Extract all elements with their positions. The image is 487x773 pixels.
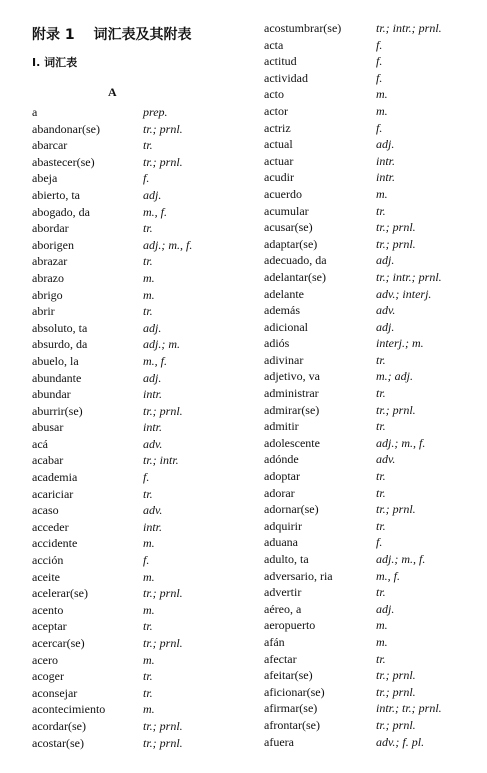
entry-grammar: tr.; prnl. <box>376 668 416 683</box>
entry-grammar: tr.; intr.; prnl. <box>376 21 442 35</box>
entry-word: adaptar(se) <box>264 236 318 251</box>
entry-grammar: tr. <box>143 304 153 319</box>
entry-word: advertir <box>264 585 302 600</box>
entry-word: acuerdo <box>264 186 302 201</box>
entry-grammar: tr. <box>143 254 153 269</box>
entry-word: acta <box>264 37 284 52</box>
entry-grammar: m. <box>143 602 155 617</box>
entry-grammar: adv.; interj. <box>376 286 432 301</box>
entry-word: aduana <box>264 535 298 550</box>
entry-word: adjetivo, va <box>264 369 320 384</box>
entry-word: acumular <box>264 203 309 218</box>
entry-grammar: tr. <box>376 485 386 500</box>
section-letter: A <box>108 85 117 99</box>
entry-word: afuera <box>264 734 294 749</box>
entry-grammar: adj. <box>143 370 162 385</box>
entry-row <box>32 320 232 337</box>
entry-word: acero <box>32 652 58 667</box>
entry-grammar: tr.; prnl. <box>143 154 183 169</box>
entry-grammar: tr.; prnl. <box>376 402 416 417</box>
entry-word: acostumbrar(se) <box>264 21 342 35</box>
entry-word: actitud <box>264 54 297 69</box>
entry-grammar: tr.; prnl. <box>143 735 183 750</box>
entry-grammar: tr.; prnl. <box>376 684 416 699</box>
entry-word: acoger <box>32 669 64 684</box>
entry-word: adelante <box>264 286 304 301</box>
entry-row <box>264 70 474 87</box>
entry-row <box>32 170 232 187</box>
entry-grammar: tr. <box>143 221 153 236</box>
entry-row <box>264 153 474 170</box>
entry-row <box>32 469 232 486</box>
entry-grammar: tr.; prnl. <box>376 502 416 517</box>
entry-word: acción <box>32 553 64 568</box>
entry-grammar: intr. <box>376 153 396 168</box>
entry-row <box>32 652 232 669</box>
entry-row <box>264 501 474 518</box>
entry-grammar: adj. <box>376 319 395 334</box>
entry-word: administrar <box>264 386 319 401</box>
entry-word: además <box>264 303 300 318</box>
entry-word: acceder <box>32 519 69 534</box>
entry-grammar: f. <box>143 171 150 186</box>
entry-grammar: m. <box>376 103 388 118</box>
entry-row <box>264 667 474 684</box>
entry-row <box>264 617 474 634</box>
entry-row <box>32 419 232 436</box>
entry-row <box>32 502 232 519</box>
entry-word: abrazo <box>32 270 64 285</box>
entry-row <box>264 385 474 402</box>
entry-grammar: f. <box>143 553 150 568</box>
entry-word: abundante <box>32 370 82 385</box>
entry-grammar: intr. <box>143 387 163 402</box>
entry-grammar: adj. <box>143 320 162 335</box>
entry-grammar: tr.; prnl. <box>143 636 183 650</box>
entry-row <box>32 535 232 552</box>
entry-word: adoptar <box>264 469 300 484</box>
entry-word: adecuado, da <box>264 253 327 268</box>
entry-word: afrontar(se) <box>264 717 320 732</box>
entry-grammar: m. <box>376 634 388 649</box>
entry-row <box>32 403 232 420</box>
entry-grammar: f. <box>376 70 383 85</box>
entry-word: adónde <box>264 452 299 467</box>
entry-word: abeja <box>32 171 58 186</box>
entry-grammar: adj. <box>376 253 395 268</box>
entry-grammar: m. <box>376 618 388 633</box>
entry-row <box>32 602 232 619</box>
entry-grammar: adv. <box>376 303 396 318</box>
entry-word: acudir <box>264 170 294 185</box>
entry-row <box>264 468 474 485</box>
entry-row <box>264 53 474 70</box>
entry-grammar: m., f. <box>143 204 167 219</box>
entry-grammar: intr. <box>143 420 163 435</box>
entry-word: acabar <box>32 453 64 468</box>
entry-row <box>32 668 232 685</box>
entry-word: actuar <box>264 153 294 168</box>
entry-grammar: adj. <box>376 601 395 616</box>
entry-row <box>32 270 232 287</box>
entry-grammar: tr.; prnl. <box>376 236 416 251</box>
entry-row <box>264 518 474 535</box>
entry-grammar: tr. <box>143 619 153 634</box>
entry-row <box>32 237 232 254</box>
entry-grammar: adj. <box>143 187 162 202</box>
entry-word: abusar <box>32 420 64 435</box>
entry-grammar: adv.; f. pl. <box>376 734 425 749</box>
entry-row <box>264 451 474 468</box>
entry-word: absurdo, da <box>32 337 88 352</box>
entry-grammar: tr. <box>143 685 153 700</box>
entry-row <box>32 353 232 370</box>
entry-grammar: m. <box>143 270 155 285</box>
entry-row <box>264 684 474 701</box>
entry-word: acaso <box>32 503 59 518</box>
entry-word: adicional <box>264 319 308 334</box>
entry-word: aborigen <box>32 237 74 252</box>
entry-word: absoluto, ta <box>32 320 88 335</box>
entry-grammar: m., f. <box>143 353 167 368</box>
entry-word: abrir <box>32 304 55 319</box>
entry-grammar: tr.; prnl. <box>143 121 183 136</box>
entry-row <box>32 701 232 718</box>
entry-grammar: prep. <box>143 105 168 119</box>
entry-grammar: m. <box>376 186 388 201</box>
entry-word: afeitar(se) <box>264 668 313 683</box>
entry-word: aburrir(se) <box>32 403 83 418</box>
entry-row <box>32 486 232 503</box>
entry-grammar: tr. <box>376 352 386 367</box>
entry-word: admirar(se) <box>264 402 320 417</box>
entry-row <box>264 136 474 153</box>
entry-grammar: tr. <box>376 469 386 484</box>
entry-row <box>32 204 232 221</box>
entry-row <box>264 700 474 717</box>
entry-row <box>264 418 474 435</box>
entry-row <box>32 121 232 138</box>
entry-grammar: m. <box>143 569 155 584</box>
entry-word: adversario, ria <box>264 568 333 583</box>
entry-grammar: tr. <box>143 486 153 501</box>
entry-row <box>32 519 232 536</box>
entry-row <box>32 253 232 270</box>
entry-row <box>264 120 474 137</box>
entry-row <box>264 634 474 651</box>
entry-word: abrazar <box>32 254 68 269</box>
entry-grammar: adj.; m. <box>143 337 180 352</box>
entry-word: actual <box>264 137 293 152</box>
entry-grammar: m.; adj. <box>376 369 413 384</box>
entry-word: acelerar(se) <box>32 586 88 601</box>
entry-word: acá <box>32 436 48 451</box>
entry-word: adquirir <box>264 518 302 533</box>
entry-word: aceptar <box>32 619 67 634</box>
entry-grammar: tr.; prnl. <box>143 718 183 733</box>
entry-row <box>32 635 232 652</box>
entry-row <box>32 137 232 154</box>
entry-grammar: tr. <box>376 419 386 434</box>
entry-row <box>32 336 232 353</box>
entry-word: acontecimiento <box>32 702 106 717</box>
entry-word: adornar(se) <box>264 502 319 517</box>
entry-word: admitir <box>264 419 299 434</box>
entry-row <box>32 585 232 602</box>
entry-grammar: adj.; m., f. <box>143 237 193 252</box>
entry-word: afán <box>264 634 285 649</box>
right-column <box>264 20 474 750</box>
vocabulary-subheading: I. 词汇表 <box>32 56 78 69</box>
entry-row <box>32 187 232 204</box>
entry-grammar: interj.; m. <box>376 336 424 351</box>
entry-word: acostar(se) <box>32 735 84 750</box>
entry-word: adivinar <box>264 352 304 367</box>
entry-row <box>264 485 474 502</box>
entry-word: actor <box>264 103 288 118</box>
entry-row <box>264 534 474 551</box>
entry-grammar: adj.; m., f. <box>376 552 426 566</box>
entry-word: a <box>32 105 38 119</box>
entry-grammar: f. <box>376 37 383 52</box>
entry-grammar: m., f. <box>376 568 400 583</box>
entry-row <box>264 186 474 203</box>
entry-grammar: tr. <box>143 669 153 684</box>
entry-word: abrigo <box>32 287 63 302</box>
entry-grammar: tr. <box>376 585 386 600</box>
entry-row <box>264 651 474 668</box>
entry-row <box>264 402 474 419</box>
entry-row <box>32 154 232 171</box>
entry-row <box>32 287 232 304</box>
entry-row <box>264 37 474 54</box>
entry-row <box>264 584 474 601</box>
entry-word: acto <box>264 87 284 102</box>
entry-grammar: f. <box>143 470 150 485</box>
entry-row <box>264 717 474 734</box>
entry-grammar: f. <box>376 54 383 69</box>
entry-row <box>32 718 232 735</box>
entry-row <box>264 252 474 269</box>
entry-grammar: tr. <box>376 203 386 218</box>
entry-word: aeropuerto <box>264 618 316 633</box>
entry-word: aficionar(se) <box>264 684 325 699</box>
entry-grammar: adj.; m., f. <box>376 435 426 450</box>
entry-grammar: f. <box>376 120 383 135</box>
entry-grammar: tr.; intr. <box>143 453 179 468</box>
entry-word: abundar <box>32 387 71 402</box>
entry-grammar: intr.; tr.; prnl. <box>376 701 442 716</box>
entry-row <box>32 685 232 702</box>
entry-grammar: f. <box>376 535 383 550</box>
entry-row <box>264 286 474 303</box>
appendix-heading: 附录 1 词汇表及其附表 <box>32 27 192 43</box>
entry-word: actriz <box>264 120 291 135</box>
entry-row <box>264 203 474 220</box>
entry-word: accidente <box>32 536 78 551</box>
entry-row <box>264 236 474 253</box>
entry-row <box>264 368 474 385</box>
entry-word: abarcar <box>32 138 68 153</box>
left-column <box>32 104 232 751</box>
entry-row <box>264 103 474 120</box>
entry-row <box>264 20 474 37</box>
entry-word: acento <box>32 602 64 617</box>
entry-grammar: m. <box>376 87 388 102</box>
entry-grammar: adj. <box>376 137 395 152</box>
entry-grammar: adv. <box>143 436 163 451</box>
entry-word: actividad <box>264 70 308 85</box>
entry-grammar: tr. <box>376 386 386 401</box>
entry-word: aéreo, a <box>264 601 302 616</box>
entry-word: acusar(se) <box>264 220 313 235</box>
entry-word: abordar <box>32 221 69 236</box>
entry-grammar: tr.; prnl. <box>143 586 183 601</box>
entry-word: adelantar(se) <box>264 269 326 284</box>
entry-row <box>264 86 474 103</box>
entry-word: aceite <box>32 569 60 584</box>
entry-grammar: tr. <box>143 138 153 153</box>
entry-row <box>264 551 474 568</box>
entry-word: adolescente <box>264 435 320 450</box>
entry-word: adiós <box>264 336 290 351</box>
entry-row <box>264 568 474 585</box>
entry-row <box>264 219 474 236</box>
entry-row <box>264 302 474 319</box>
entry-row <box>32 452 232 469</box>
entry-grammar: tr.; prnl. <box>376 717 416 732</box>
entry-grammar: m. <box>143 536 155 551</box>
entry-grammar: adv. <box>376 452 396 467</box>
entry-row <box>32 552 232 569</box>
entry-row <box>32 220 232 237</box>
entry-row <box>32 386 232 403</box>
entry-row <box>264 319 474 336</box>
entry-grammar: intr. <box>143 519 163 534</box>
entry-word: adulto, ta <box>264 552 309 566</box>
entry-word: abastecer(se) <box>32 154 95 169</box>
entry-grammar: tr.; prnl. <box>143 403 183 418</box>
entry-row <box>32 303 232 320</box>
entry-word: abandonar(se) <box>32 121 100 136</box>
entry-row <box>32 735 232 752</box>
entry-word: acordar(se) <box>32 718 86 733</box>
entry-word: acariciar <box>32 486 74 501</box>
entry-row <box>32 370 232 387</box>
entry-word: aconsejar <box>32 685 78 700</box>
entry-row <box>32 104 232 121</box>
entry-grammar: m. <box>143 287 155 302</box>
entry-row <box>264 352 474 369</box>
entry-word: afirmar(se) <box>264 701 318 716</box>
entry-grammar: tr. <box>376 651 386 666</box>
entry-row <box>32 618 232 635</box>
entry-grammar: intr. <box>376 170 396 185</box>
entry-grammar: adv. <box>143 503 163 518</box>
entry-word: adorar <box>264 485 295 500</box>
entry-word: abuelo, la <box>32 353 79 368</box>
entry-row <box>264 169 474 186</box>
entry-word: afectar <box>264 651 297 666</box>
entry-row <box>32 569 232 586</box>
entry-grammar: tr. <box>376 518 386 533</box>
entry-row <box>264 269 474 286</box>
entry-row <box>264 435 474 452</box>
entry-word: academia <box>32 470 78 485</box>
entry-word: abierto, ta <box>32 187 80 202</box>
entry-grammar: tr.; intr.; prnl. <box>376 269 442 284</box>
entry-row <box>264 734 474 751</box>
entry-row <box>32 436 232 453</box>
entry-grammar: tr.; prnl. <box>376 220 416 235</box>
entry-word: abogado, da <box>32 204 90 219</box>
entry-row <box>264 601 474 618</box>
entry-word: acercar(se) <box>32 636 85 650</box>
entry-row <box>264 335 474 352</box>
entry-grammar: m. <box>143 702 155 717</box>
entry-grammar: m. <box>143 652 155 667</box>
